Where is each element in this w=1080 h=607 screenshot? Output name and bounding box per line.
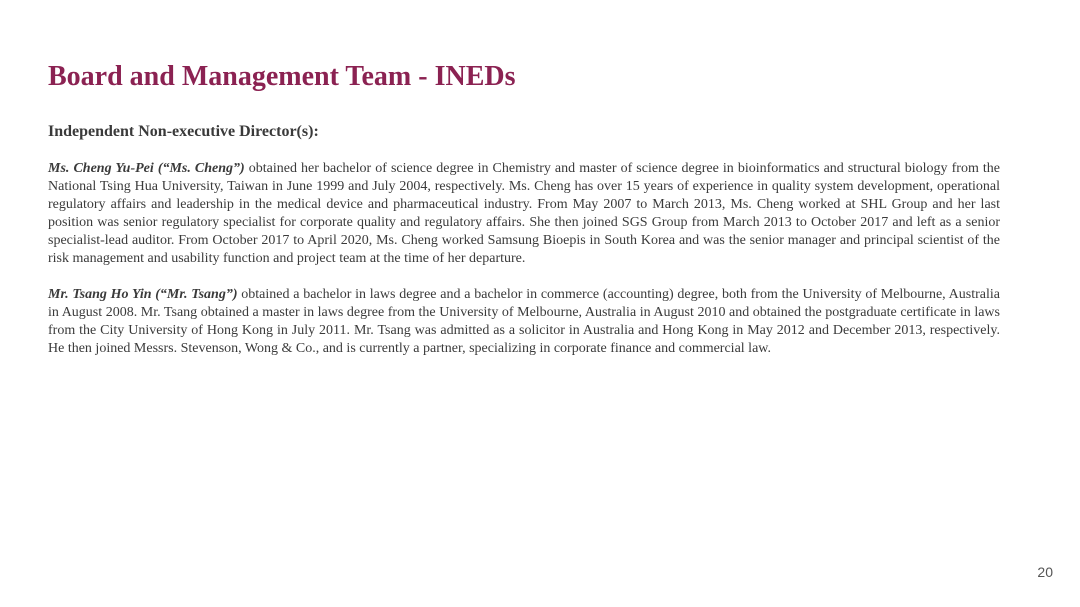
section-heading: Independent Non-executive Director(s): — [48, 123, 319, 140]
director-name: Ms. Cheng Yu-Pei (“Ms. Cheng”) — [48, 161, 245, 176]
director-name: Mr. Tsang Ho Yin (“Mr. Tsang”) — [48, 287, 238, 302]
director-bio-text: obtained her bachelor of science degree in Chemistry and master of science degree in bioinformatics and structural biology from the National Tsing Hua University, Taiwan in June 1999 and July 2004, respectively. Ms. Cheng has over 15 years of experience in quality system development, operational regulatory affairs and leadership in the medical device and pharmaceutical industry. From May 2007 to March 2013, Ms. Cheng worked at SHL Group and her last position was senior regulatory specialist for corporate quality and regulatory affairs. She then joined SGS Group from March 2013 to October 2017 and left as a senior specialist-lead auditor. From October 2017 to April 2020, Ms. Cheng worked Samsung Bioepis in South Korea and was the senior manager and principal scientist of the risk management and usability function and project team at the time of her departure. — [48, 161, 1000, 266]
page-number: 20 — [1037, 564, 1053, 580]
director-bio-text: obtained a bachelor in laws degree and a bachelor in commerce (accounting) degree, both from the University of Melbourne, Australia in August 2008. Mr. Tsang obtained a master in laws degree from the University of Melbourne, Australia in August 2010 and obtained the postgraduate certificate in laws from the City University of Hong Kong in July 2011. Mr. Tsang was admitted as a solicitor in Australia and Hong Kong in May 2012 and December 2013, respectively. He then joined Messrs. Stevenson, Wong & Co., and is currently a partner, specializing in corporate finance and commercial law. — [48, 287, 1000, 356]
director-bio-tsang — [48, 286, 1000, 358]
director-bio-cheng — [48, 160, 1000, 268]
page-title: Board and Management Team - INEDs — [48, 61, 516, 92]
